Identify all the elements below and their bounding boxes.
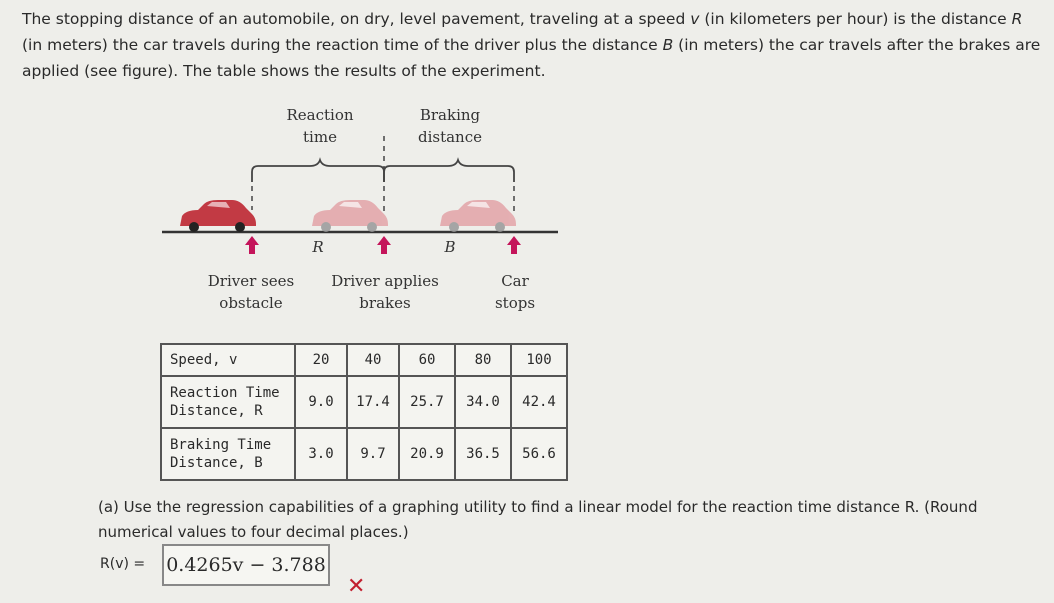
braking-cell: 9.7: [347, 428, 399, 480]
car-stops-label: Car stops: [494, 272, 536, 312]
experiment-table: [160, 343, 568, 481]
car-icon: [180, 200, 256, 232]
braking-brace: [384, 160, 514, 182]
question-text: (a) Use the regression capabilities of a graphing utility to find a linear model for the reaction time distance R. (Round numerical values to four decimal places.): [98, 498, 978, 541]
table-row: [161, 344, 567, 376]
driver-sees-label: Driver sees obstacle: [207, 272, 295, 312]
table-row: [161, 428, 567, 480]
braking-cell: 56.6: [511, 428, 567, 480]
reaction-cell: 34.0: [455, 376, 511, 428]
reaction-cell: 9.0: [295, 376, 347, 428]
reaction-cell: 42.4: [511, 376, 567, 428]
problem-statement: The stopping distance of an automobile, on dry, level pavement, traveling at a speed v (in kilometers per hour) is the distance R (in meters) the car travels during the reaction time of the driver plus the distance B (in meters) the car travels after the brakes are applied (see figure). The table shows the results of the experiment.: [22, 10, 1041, 80]
answer-label: R(v) =: [100, 556, 146, 572]
B-label: B: [444, 238, 456, 256]
speed-cell: 40: [347, 344, 399, 376]
speed-cell: 20: [295, 344, 347, 376]
arrow-up-icon: [377, 236, 391, 254]
braking-cell: 36.5: [455, 428, 511, 480]
speed-cell: 80: [455, 344, 511, 376]
table-row: [161, 376, 567, 428]
car-icon: [440, 200, 516, 232]
reaction-cell: 25.7: [399, 376, 455, 428]
braking-cell: 3.0: [295, 428, 347, 480]
answer-input[interactable]: 0.4265v − 3.788: [162, 544, 330, 586]
R-label: R: [312, 238, 324, 256]
reaction-row-header: Reaction Time Distance, R: [161, 376, 295, 428]
reaction-brace: [252, 160, 384, 182]
arrow-up-icon: [245, 236, 259, 254]
x-mark-icon: ✕: [347, 574, 366, 599]
stopping-distance-figure: [160, 100, 580, 330]
arrow-up-icon: [507, 236, 521, 254]
car-icon: [312, 200, 388, 232]
braking-label: Braking distance: [417, 106, 482, 146]
speed-cell: 60: [399, 344, 455, 376]
speed-cell: 100: [511, 344, 567, 376]
braking-cell: 20.9: [399, 428, 455, 480]
reaction-label: Reaction time: [286, 106, 354, 146]
speed-header: Speed, v: [161, 344, 295, 376]
driver-applies-label: Driver applies brakes: [331, 272, 439, 312]
braking-row-header: Braking Time Distance, B: [161, 428, 295, 480]
reaction-cell: 17.4: [347, 376, 399, 428]
